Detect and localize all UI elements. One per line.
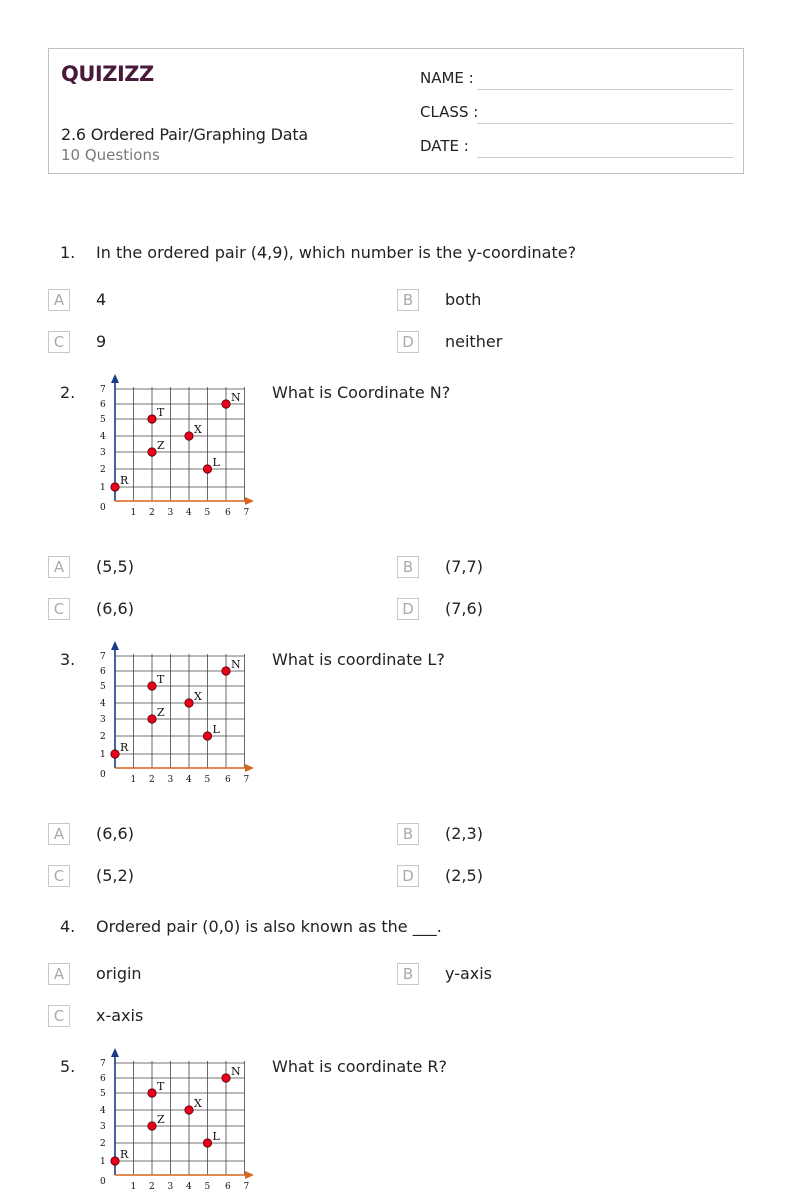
point-z [148,448,156,456]
x-tick-label: 6 [225,1182,231,1192]
x-tick-label: 4 [186,508,192,518]
option-text: 9 [96,332,107,351]
y-tick-label: 6 [100,1074,106,1084]
point-label: T [157,406,165,419]
point-t [148,415,156,423]
point-label: R [120,1148,129,1161]
y-tick-label: 7 [100,1059,106,1069]
x-tick-label: 5 [204,508,211,518]
point-l [203,1139,211,1147]
option-letter: B [397,556,419,578]
point-l [203,732,211,740]
point-label: Z [157,439,165,452]
coordinate-graph [96,640,258,788]
point-label: R [120,741,129,754]
y-tick-label: 1 [100,750,106,760]
x-tick-label: 1 [130,508,137,518]
option-letter: B [397,289,419,311]
question-number: 3. [60,650,76,669]
point-label: X [194,423,202,436]
question-number: 5. [60,1057,76,1076]
x-tick-label: 4 [186,775,192,785]
x-tick-label: 3 [167,775,174,785]
point-r [111,1157,119,1165]
x-tick-label: 7 [243,1182,250,1192]
point-t [148,682,156,690]
y-tick-label: 3 [100,448,106,458]
point-x [185,699,193,707]
coordinate-graph [96,373,258,521]
class-field[interactable] [420,103,478,125]
y-tick-label: 5 [100,682,106,692]
x-tick-label: 7 [243,508,250,518]
option-letter: C [48,1005,70,1027]
point-label: L [212,1130,220,1143]
option-letter: C [48,865,70,887]
y-tick-label: 4 [100,432,106,442]
option-text: (2,5) [445,866,483,885]
option-letter: A [48,556,70,578]
option-text: (2,3) [445,824,483,843]
option-letter: C [48,598,70,620]
point-n [222,400,230,408]
point-label: Z [157,706,165,719]
worksheet-header [48,48,744,174]
point-l [203,465,211,473]
x-tick-label: 3 [167,508,174,518]
point-r [111,483,119,491]
option-letter: D [397,865,419,887]
point-x [185,1106,193,1114]
x-tick-label: 4 [186,1182,192,1192]
question-number: 2. [60,383,76,402]
name-field[interactable] [420,69,474,91]
point-label: Z [157,1113,165,1126]
name-label: NAME : [420,69,474,87]
option-text: both [445,290,482,309]
y-tick-label: 7 [100,385,106,395]
question-text: What is coordinate R? [272,1057,448,1076]
date-field[interactable] [420,137,469,159]
x-tick-label: 5 [204,775,211,785]
y-tick-label: 1 [100,483,106,493]
option-letter: A [48,823,70,845]
y-tick-label: 4 [100,1106,106,1116]
question-number: 1. [60,243,76,262]
x-tick-label: 5 [204,1182,211,1192]
quizizz-logo [61,59,161,89]
x-tick-label: 7 [243,775,250,785]
question-count: 10 Questions [61,146,160,164]
option-text: (5,5) [96,557,134,576]
y-tick-label: 7 [100,652,106,662]
date-label: DATE : [420,137,469,155]
y-tick-label: 2 [100,465,106,475]
point-label: L [212,723,220,736]
point-n [222,667,230,675]
point-label: N [231,391,241,404]
worksheet-title: 2.6 Ordered Pair/Graphing Data [61,125,308,144]
option-letter: B [397,963,419,985]
question-text: What is coordinate L? [272,650,445,669]
logo-text: QUIZIZZ [61,62,154,86]
point-label: X [194,1097,202,1110]
x-tick-label: 1 [130,1182,137,1192]
question-text: Ordered pair (0,0) is also known as the ___. [96,917,442,936]
point-label: N [231,1065,241,1078]
option-text: neither [445,332,503,351]
point-label: R [120,474,129,487]
x-tick-label: 6 [225,775,231,785]
y-tick-label: 6 [100,400,106,410]
y-tick-label: 0 [100,503,106,513]
x-tick-label: 2 [149,1182,155,1192]
y-tick-label: 3 [100,1122,106,1132]
x-tick-label: 3 [167,1182,174,1192]
point-label: L [212,456,220,469]
y-tick-label: 6 [100,667,106,677]
y-tick-label: 2 [100,1139,106,1149]
y-tick-label: 1 [100,1157,106,1167]
class-label: CLASS : [420,103,479,121]
option-letter: A [48,963,70,985]
option-letter: B [397,823,419,845]
y-axis-arrow [111,1048,119,1057]
option-letter: D [397,598,419,620]
point-label: T [157,673,165,686]
option-text: x-axis [96,1006,144,1025]
option-text: (7,7) [445,557,483,576]
y-tick-label: 5 [100,1089,106,1099]
y-tick-label: 0 [100,1177,106,1187]
point-z [148,1122,156,1130]
point-t [148,1089,156,1097]
x-axis-arrow [245,497,254,505]
question-text: In the ordered pair (4,9), which number is the y-coordinate? [96,243,577,262]
name-line[interactable] [477,89,733,90]
x-tick-label: 6 [225,508,231,518]
option-text: (7,6) [445,599,483,618]
point-r [111,750,119,758]
option-text: (5,2) [96,866,134,885]
y-tick-label: 3 [100,715,106,725]
coordinate-graph [96,1047,258,1195]
option-letter: C [48,331,70,353]
y-axis-arrow [111,374,119,383]
option-letter: A [48,289,70,311]
point-label: N [231,658,241,671]
x-tick-label: 2 [149,775,155,785]
point-x [185,432,193,440]
x-tick-label: 2 [149,508,155,518]
question-number: 4. [60,917,76,936]
option-text: (6,6) [96,824,134,843]
point-label: T [157,1080,165,1093]
y-tick-label: 4 [100,699,106,709]
y-tick-label: 0 [100,770,106,780]
x-axis-arrow [245,1171,254,1179]
option-text: (6,6) [96,599,134,618]
option-text: y-axis [445,964,493,983]
option-letter: D [397,331,419,353]
option-text: origin [96,964,142,983]
x-tick-label: 1 [130,775,137,785]
y-tick-label: 5 [100,415,106,425]
point-z [148,715,156,723]
option-text: 4 [96,290,107,309]
y-axis-arrow [111,641,119,650]
class-line[interactable] [477,123,733,124]
point-n [222,1074,230,1082]
date-line[interactable] [477,157,733,158]
point-label: X [194,690,202,703]
y-tick-label: 2 [100,732,106,742]
question-text: What is Coordinate N? [272,383,451,402]
x-axis-arrow [245,764,254,772]
